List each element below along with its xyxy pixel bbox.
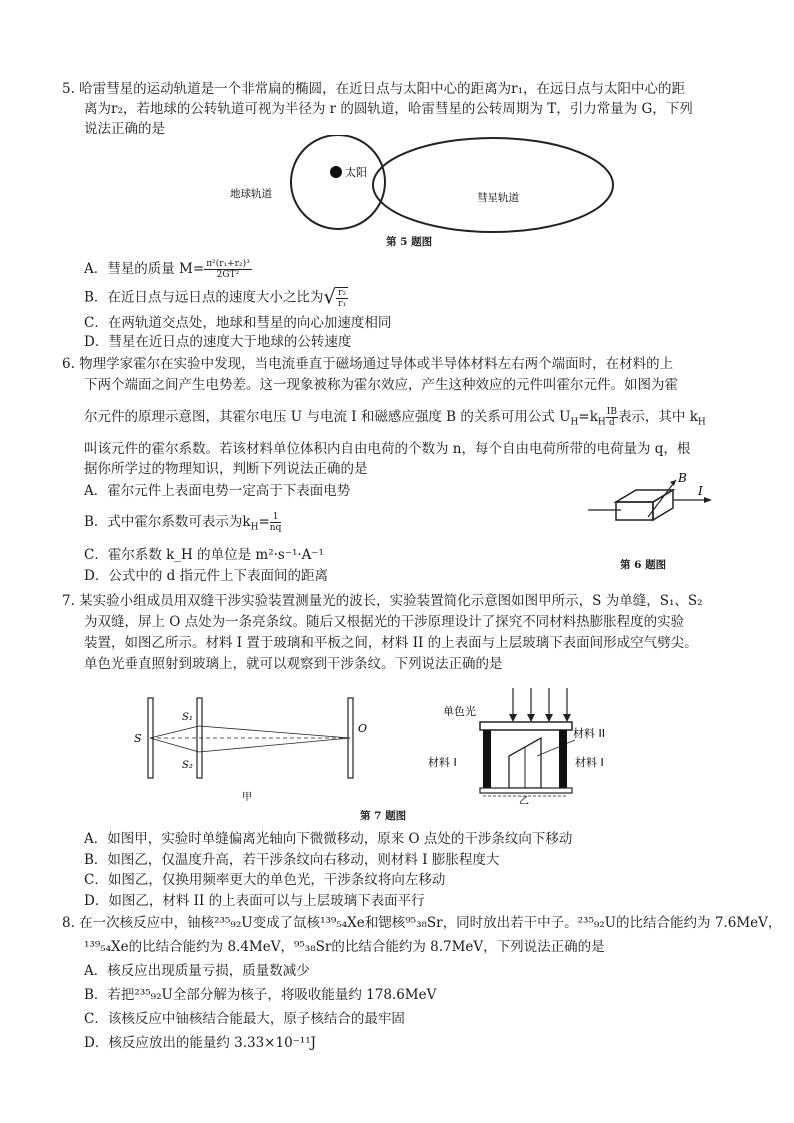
q7-double-slit-figure-jia [130,690,380,805]
material1-left [483,730,491,788]
q6-stem-line4: 叫该元件的霍尔系数。若该材料单位体积内自由电荷的个数为 n，每个自由电荷所带的电荷量为 q，根 [84,441,691,457]
yi-label: 乙 [519,796,529,804]
q5-option-a: A．彗星的质量 M= $\frac{\text{π²(r₁+r₂)³}}{\text{2GT²}}$ [84,259,250,280]
q6-hall-element-figure [588,470,718,545]
q6-option-d: D．公式中的 d 指元件上下表面间的距离 [84,568,329,584]
q6-option-c: C．霍尔系数 k_H 的单位是 m²·s⁻¹·A⁻¹ [84,547,324,563]
q6-option-a: A．霍尔元件上表面电势一定高于下表面电势 [84,483,351,499]
q7-stem-line4: 单色光垂直照射到玻璃上，就可以观察到干涉条纹。下列说法正确的是 [84,656,503,672]
q5-stem-line3: 说法正确的是 [84,121,165,137]
q8-stem-line1: 8. 在一次核反应中，铀核²³⁵₉₂U变成了氙核¹³⁹₅₄Xe和锶核⁹⁵₃₈Sr，同时放出若干中子。²³⁵₉₂U的比结合能约为 7.6MeV， [62,915,782,931]
sun-label: 太阳 [345,166,367,179]
q8-stem-line2: ¹³⁹₅₄Xe的比结合能约为 8.4MeV，⁹⁵₃₈Sr的比结合能约为 8.7MeV，下列说法正确的是 [84,939,605,955]
q7-stem-line3: 装置，如图乙所示。材料 I 置于玻璃和平板之间，材料 II 的上表面与上层玻璃下表面间形成空气劈尖。 [84,635,698,651]
q5-orbit-figure [220,135,620,250]
q5-option-d: D．彗星在近日点的速度大于地球的公转速度 [84,334,352,350]
q7-figure-caption: 第 7 题图 [360,810,407,822]
b-field-line [648,480,676,517]
top-glass [480,722,572,730]
earth-orbit-label: 地球轨道 [230,188,272,200]
q8-option-d: D．核反应放出的能量约 3.33×10⁻¹¹J [84,1035,317,1051]
s1-label: S₁ [182,712,193,723]
comet-orbit-ellipse [373,138,613,232]
q7-option-b: B．如图乙，仅温度升高，若干涉条纹向右移动，则材料 I 膨胀程度大 [84,852,500,868]
jia-label: 甲 [242,792,252,803]
q7-stem-line2: 为双缝，屏上 O 点处为一条亮条纹。随后又根据光的干涉原理设计了探究不同材料热膨胀程度的实验 [84,614,685,630]
material1-right [559,730,567,788]
material1-right-label: 材料 I [575,756,604,769]
q8-option-c: C．该核反应中铀核结合能最大，原子核结合的最牢固 [84,1011,405,1027]
q7-option-c: C．如图乙，仅换用频率更大的单色光，干涉条纹将向左移动 [84,872,446,888]
q7-thermal-expansion-figure-yi [425,684,625,804]
q5-stem-line2: 离为r₂，若地球的公转轨道可视为半径为 r 的圆轨道，哈雷彗星的公转周期为 T，引力常量为 G，下列 [84,101,693,117]
q6-figure-caption: 第 6 题图 [620,559,667,571]
q7-option-a: A．如图甲，实验时单缝偏离光轴向下微微移动，原来 O 点处的干涉条纹向下移动 [84,831,573,847]
q5-stem-line1: 5. 哈雷彗星的运动轨道是一个非常扁的椭圆，在近日点与太阳中心的距离为r₁，在远日点与太阳中心的距 [62,81,686,97]
material2-label: 材料 II [573,727,605,740]
hall-block-side [653,490,673,520]
hall-block-front [616,502,653,520]
o-label: O [358,722,368,735]
q6-stem-line3: 尔元件的原理示意图，其霍尔电压 U 与电流 I 和磁感应强度 B 的关系可用公式 $U_H=k_H$ $\frac{IB}{d}$ 表示，其中 $k_H$ [84,407,706,428]
s2-label: S₂ [182,760,193,771]
b-label: B [678,471,687,485]
q6-stem-line2: 下两个端面之间产生电势差。这一现象被称为霍尔效应，产生这种效应的元件叫霍尔元件。如图为霍 [84,377,678,393]
q7-option-d: D．如图乙，材料 II 的上表面可以与上层玻璃下表面平行 [84,893,425,909]
comet-orbit-label: 彗星轨道 [477,192,519,204]
material1-left-label: 材料 I [428,756,457,769]
q6-stem-line1: 6. 物理学家霍尔在实验中发现，当电流垂直于磁场通过导体或半导体材料左右两个端面时，在材料的上 [62,356,674,372]
base-plate [480,788,572,793]
q8-option-a: A．核反应出现质量亏损，质量数减少 [84,963,310,979]
s-label: S [134,732,142,745]
q6-option-b: B．式中霍尔系数可表示为$k_H=$ $\frac{1}{nq}$ [84,512,282,533]
sun-dot [330,166,342,178]
q6-stem-line5: 据你所学过的物理知识，判断下列说法正确的是 [84,461,368,477]
q8-option-b: B．若把²³⁵₉₂U全部分解为核子，将吸收能量约 178.6MeV [84,987,437,1003]
i-label: I [698,484,703,498]
q5-option-b: B．在近日点与远日点的速度大小之比为√ $\frac{\text{r₂}}{\text{r₁}}$ [84,284,347,309]
monochromatic-light-label: 单色光 [443,705,476,718]
q5-figure-caption: 第 5 题图 [386,236,433,248]
q5-option-c: C．在两轨道交点处，地球和彗星的向心加速度相同 [84,315,392,331]
q7-stem-line1: 7. 某实验小组成员用双缝干涉实验装置测量光的波长，实验装置简化示意图如图甲所示，S 为单缝，S₁、S₂ [62,593,703,609]
earth-orbit-circle [291,135,385,229]
